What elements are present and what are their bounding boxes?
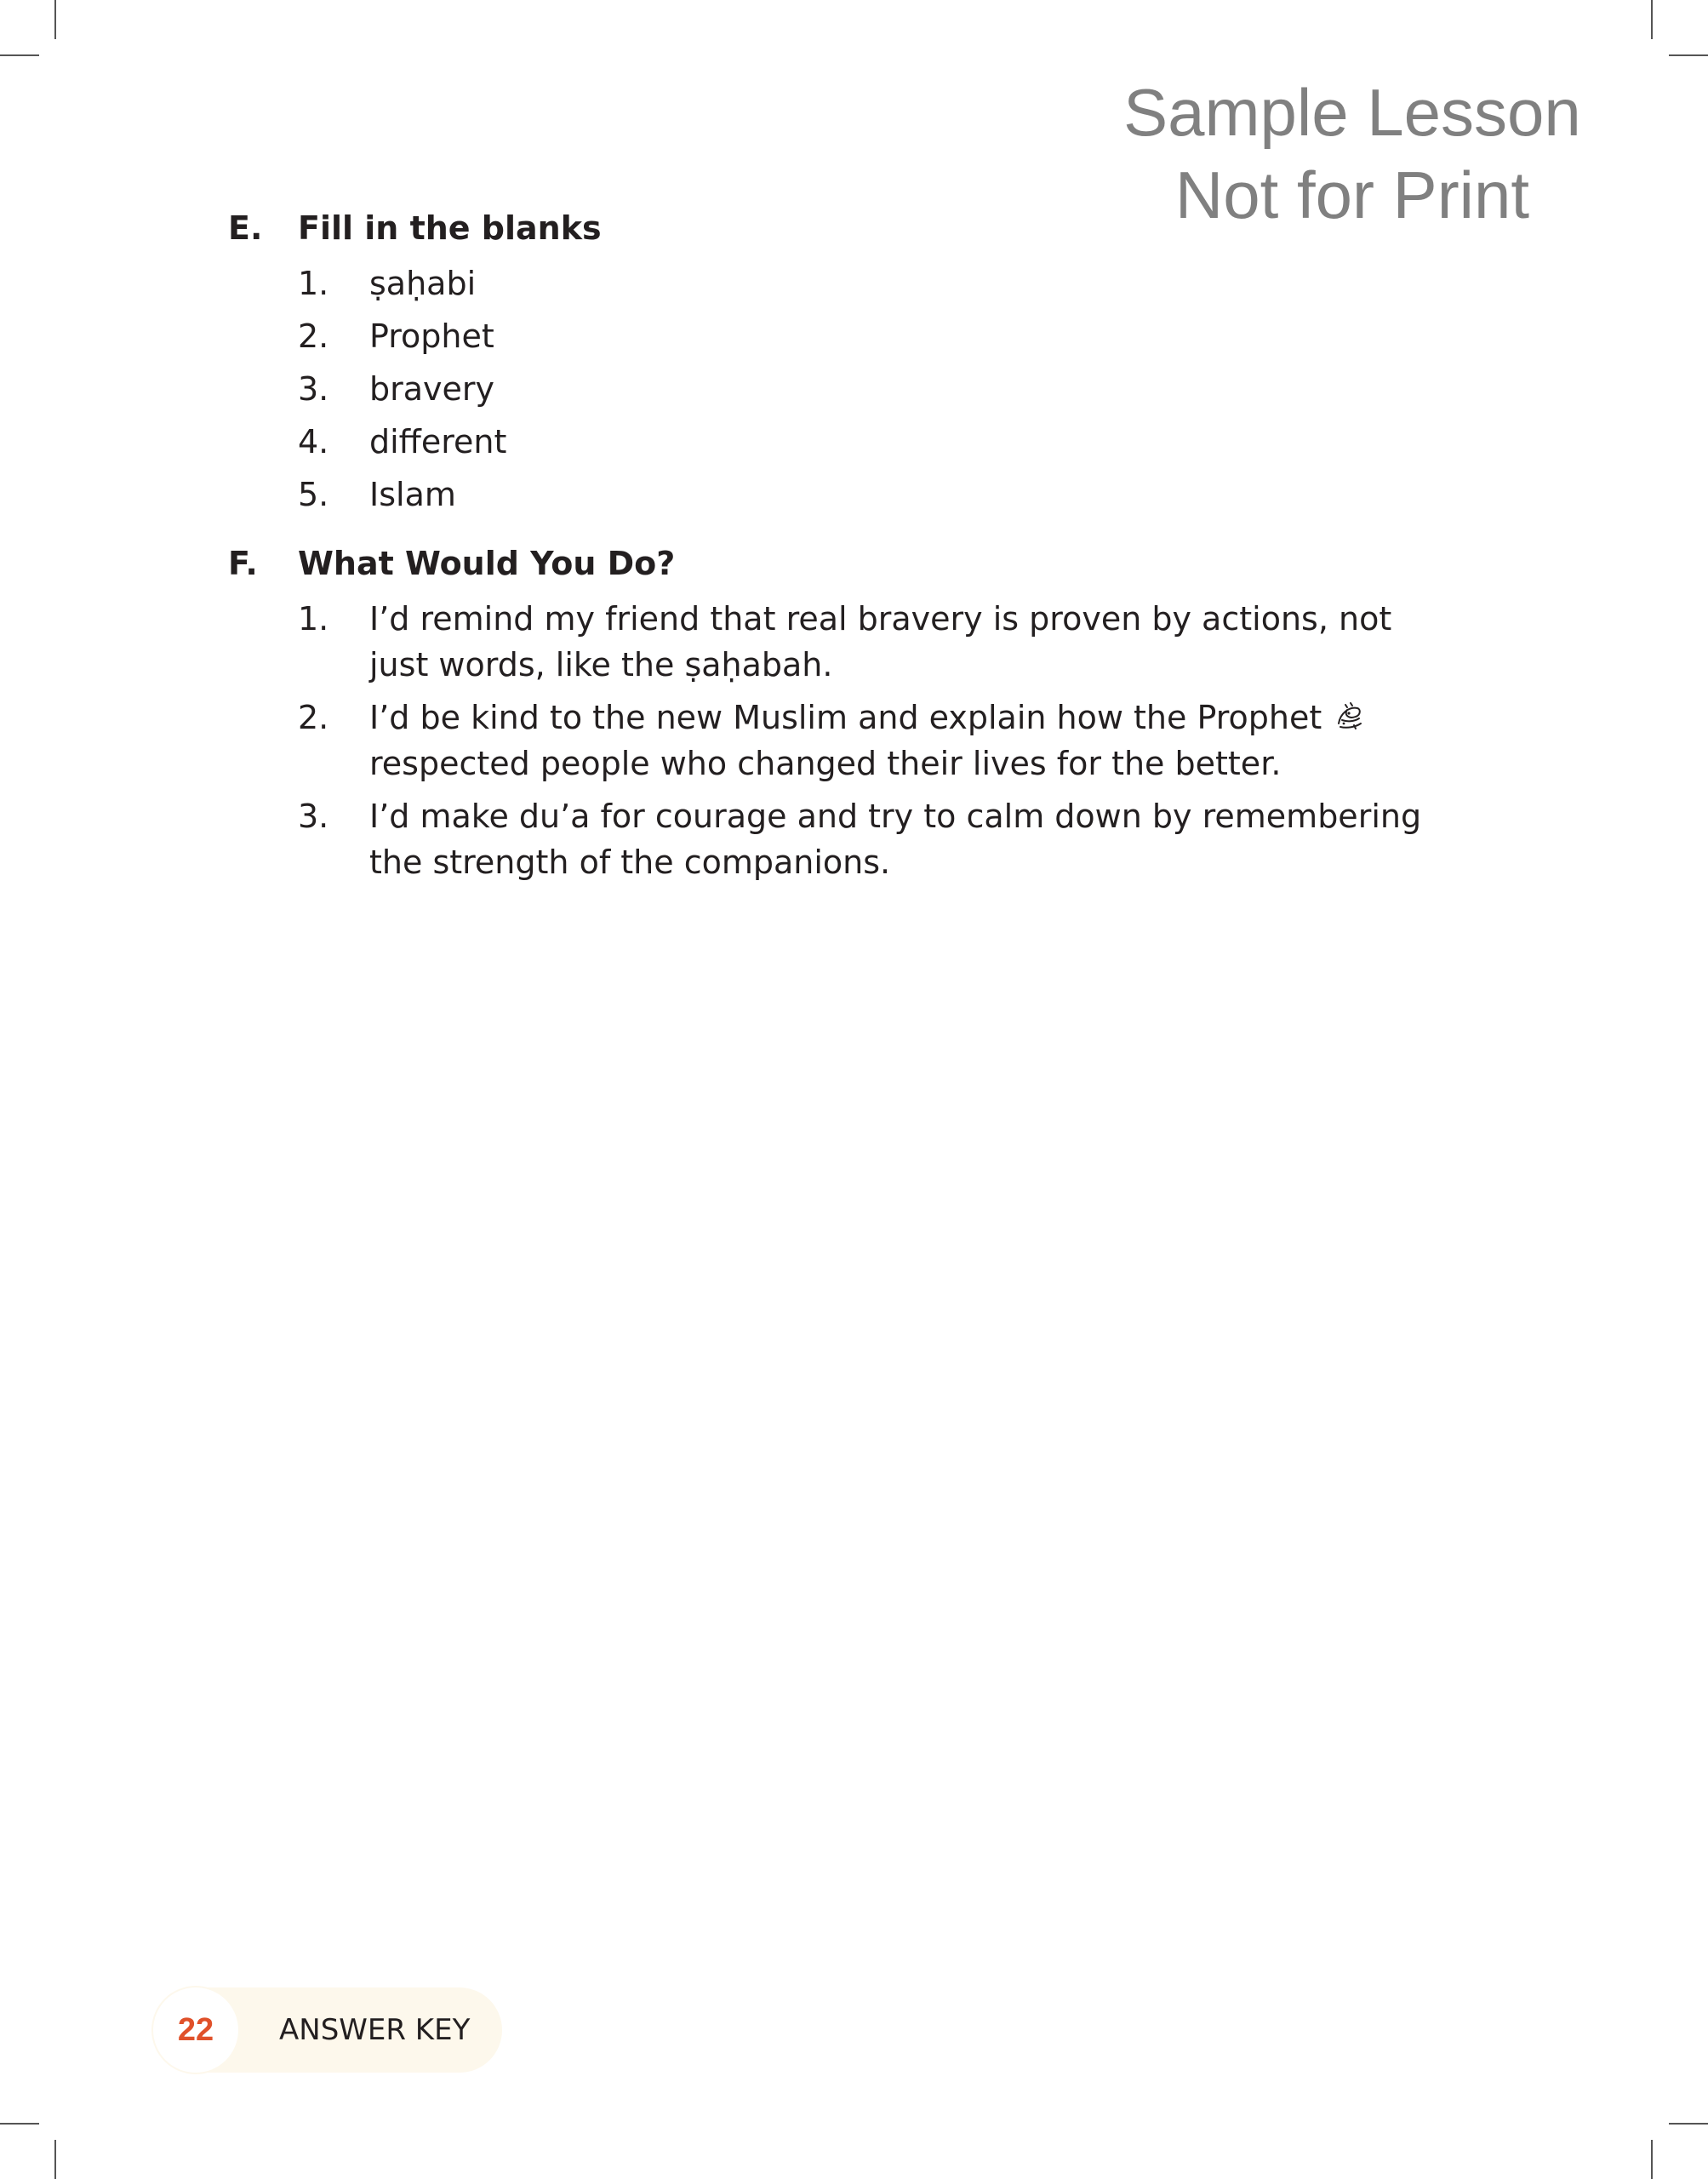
list-item <box>298 695 1445 786</box>
salawat-icon <box>1332 698 1366 732</box>
answer-list <box>228 260 1445 518</box>
item-number: 2. <box>298 699 329 736</box>
item-text: I’d make du’a for courage and try to calm down by remembering the strength of the companions. <box>369 798 1422 881</box>
section-heading <box>228 538 1445 589</box>
list-item <box>298 313 1445 359</box>
item-number: 2. <box>298 317 329 355</box>
footer-label: ANSWER KEY <box>279 2013 471 2047</box>
list-item <box>298 793 1445 885</box>
item-number: 1. <box>298 265 329 302</box>
crop-mark-bottom-right-vertical <box>1651 2140 1653 2179</box>
section-e <box>228 203 1445 518</box>
section-letter: F. <box>228 545 258 582</box>
item-number: 1. <box>298 600 329 638</box>
list-item <box>298 472 1445 518</box>
watermark-line-1: Sample Lesson <box>1123 75 1581 150</box>
crop-mark-bottom-left-horizontal <box>0 2123 39 2125</box>
section-heading <box>228 203 1445 254</box>
section-letter: E. <box>228 209 263 247</box>
list-item <box>298 596 1445 688</box>
item-text: Islam <box>369 476 456 513</box>
crop-mark-bottom-left-vertical <box>54 2140 56 2179</box>
crop-mark-top-left-vertical <box>54 0 56 39</box>
section-title: Fill in the blanks <box>298 209 602 247</box>
item-number: 3. <box>298 798 329 835</box>
list-item <box>298 366 1445 412</box>
item-text: ṣaḥabi <box>369 265 477 302</box>
item-number: 4. <box>298 423 329 460</box>
item-text: I’d remind my friend that real bravery is proven by actions, not just words, like the ṣaḥabah. <box>369 600 1392 683</box>
item-text: different <box>369 423 507 460</box>
list-item <box>298 260 1445 306</box>
crop-mark-top-right-vertical <box>1651 0 1653 39</box>
crop-mark-top-left-horizontal <box>0 54 39 56</box>
list-item <box>298 419 1445 465</box>
item-text-before: I’d be kind to the new Muslim and explain how the Prophet <box>369 699 1322 736</box>
watermark-line-2: Not for Print <box>1174 157 1530 232</box>
item-text <box>369 695 1445 786</box>
item-text: bravery <box>369 370 495 408</box>
section-f <box>228 538 1445 885</box>
answer-list <box>228 596 1445 885</box>
crop-mark-top-right-horizontal <box>1669 54 1708 56</box>
section-title: What Would You Do? <box>298 545 676 582</box>
page-number: 22 <box>153 1987 238 2073</box>
item-text: Prophet <box>369 317 494 355</box>
item-number: 5. <box>298 476 329 513</box>
item-number: 3. <box>298 370 329 408</box>
crop-mark-bottom-right-horizontal <box>1669 2123 1708 2125</box>
item-text-after: respected people who changed their lives for the better. <box>369 745 1282 782</box>
